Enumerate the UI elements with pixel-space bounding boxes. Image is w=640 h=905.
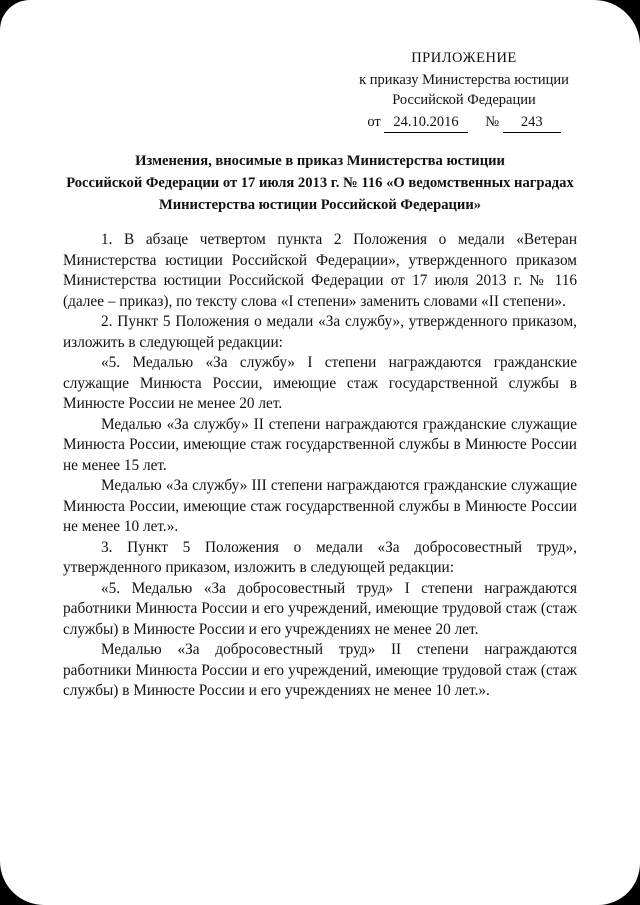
order-reference-line-2: Российской Федерации [392,92,536,108]
document-title-line-3: Министерства юстиции Российской Федерации» [158,197,482,214]
paragraph: 1. В абзаце четвертом пункта 2 Положения о медали «Ветеран Министерства юстиции Российской Федерации», утвержденного приказом Министерства юстиции Российской Федерации от 17 июля 2013 г. № 116 (далее – приказ), по тексту слова «I степени» заменить словами «II степени». [63,231,577,310]
document-title-line-2: Российской Федерации от 17 июля 2013 г. № 116 «О ведомственных наградах [66,175,574,192]
paragraph: Медалью «За службу» II степени награждаются гражданские служащие Минюста России, имеющие стаж государственной службы в Минюсте России не менее 15 лет. [63,415,577,474]
scan-artifact-corner-top-left [0,0,30,30]
paragraph: «5. Медалью «За добросовестный труд» I степени награждаются работники Минюста России и его учреждений, имеющие трудовой стаж (стаж службы) в Минюсте России и его учреждениях не менее 20 лет. [63,579,577,638]
appendix-header [314,48,614,133]
paragraph: 3. Пункт 5 Положения о медали «За добросовестный труд», утвержденного приказом, изложить в следующей редакции: [63,538,577,576]
paragraph: Медалью «За добросовестный труд» II степени награждаются работники Минюста России и его учреждений, имеющие трудовой стаж (стаж службы) в Минюсте России и его учреждениях не менее 10 лет.». [63,641,577,699]
paragraph: «5. Медалью «За службу» I степени награждаются гражданские служащие Минюста России, имеющие стаж государственной службы в Минюсте России не менее 20 лет. [63,354,577,412]
scan-artifact-corner-bottom-right [598,863,640,905]
document-body [63,230,577,702]
scan-artifact-corner-top-right [594,0,640,46]
date-prefix: от [367,114,381,130]
document-title-line-1: Изменения, вносимые в приказ Министерства юстиции [135,153,505,169]
scan-artifact-corner-bottom-left [0,861,44,905]
paragraph: 2. Пункт 5 Положения о медали «За службу», утвержденного приказом, изложить в следующей редакции: [63,313,577,351]
order-date-number-line [314,112,614,133]
document-title [0,150,640,217]
number-sign: № [485,114,500,130]
paragraph: Медалью «За службу» III степени награждаются гражданские служащие Минюста России, имеющие стаж государственной службы в Минюсте России не менее 10 лет.». [63,477,577,535]
order-number: 243 [503,112,561,133]
order-reference-line-1: к приказу Министерства юстиции [359,72,569,88]
appendix-label: ПРИЛОЖЕНИЕ [411,50,517,66]
order-date: 24.10.2016 [384,112,467,133]
